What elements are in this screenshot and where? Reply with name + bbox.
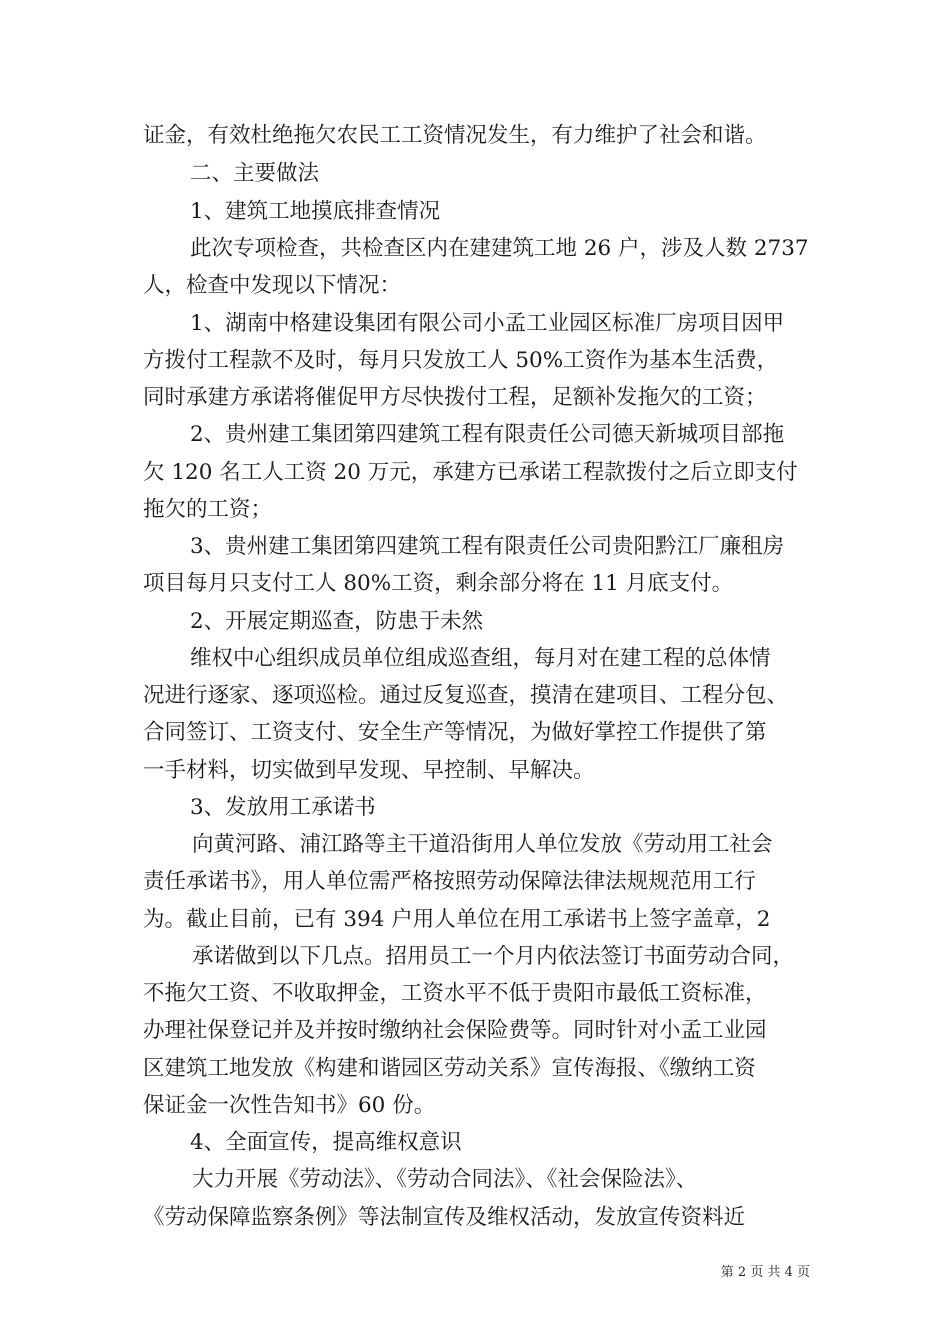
- paragraph-line: 方拨付工程款不及时，每月只发放工人 50%工资作为基本生活费，: [143, 348, 779, 373]
- page-number-footer: 第 2 页 共 4 页: [720, 1265, 810, 1280]
- subsection-heading: 4、全面宣传，提高维权意识: [190, 1130, 462, 1155]
- subsection-heading: 3、发放用工承诺书: [190, 795, 376, 820]
- paragraph-line: 责任承诺书》，用人单位需严格按照劳动保障法律法规规范用工行: [143, 869, 756, 894]
- paragraph-line: 承诺做到以下几点。招用员工一个月内依法签订书面劳动合同，: [192, 944, 795, 969]
- paragraph-line: 向黄河路、浦江路等主干道沿街用人单位发放《劳动用工社会: [192, 832, 773, 857]
- paragraph-line: 区建筑工地发放《构建和谐园区劳动关系》宣传海报、《缴纳工资: [143, 1056, 756, 1081]
- list-item-line: 2、贵州建工集团第四建筑工程有限责任公司德天新城项目部拖: [190, 422, 785, 447]
- paragraph-line: 不拖欠工资、不收取押金，工资水平不低于贵阳市最低工资标准，: [143, 981, 767, 1006]
- paragraph-line: 保证金一次性告知书》60 份。: [143, 1093, 436, 1118]
- list-item-line: 3、贵州建工集团第四建筑工程有限责任公司贵阳黔江厂廉租房: [190, 534, 785, 559]
- paragraph-line: 拖欠的工资；: [143, 497, 273, 522]
- paragraph-line: 此次专项检查，共检查区内在建建筑工地 26 户，涉及人数 2737: [190, 236, 809, 261]
- subsection-heading: 1、建筑工地摸底排查情况: [190, 199, 441, 224]
- paragraph-line: 项目每月只支付工人 80%工资，剩余部分将在 11 月底支付。: [143, 571, 734, 596]
- paragraph-line: 大力开展《劳动法》、《劳动合同法》、《社会保险法》、: [192, 1167, 698, 1192]
- list-item-line: 1、湖南中格建设集团有限公司小孟工业园区标准厂房项目因甲: [190, 311, 785, 336]
- paragraph-line: 合同签订、工资支付、安全生产等情况，为做好掌控工作提供了第: [143, 720, 767, 745]
- paragraph-line: 办理社保登记并及并按时缴纳社会保险费等。同时针对小孟工业园: [143, 1018, 767, 1043]
- paragraph-line: 同时承建方承诺将催促甲方尽快拨付工程，足额补发拖欠的工资；: [143, 385, 767, 410]
- paragraph-line: 为。截止目前，已有 394 户用人单位在用工承诺书上签字盖章，2: [143, 907, 771, 932]
- paragraph-line: 一手材料，切实做到早发现、早控制、早解决。: [143, 758, 595, 783]
- paragraph-line: 维权中心组织成员单位组成巡查组，每月对在建工程的总体情: [190, 646, 771, 671]
- paragraph-line: 《劳动保障监察条例》等法制宣传及维权活动，发放宣传资料近: [143, 1205, 746, 1230]
- subsection-heading: 2、开展定期巡查，防患于未然: [190, 609, 484, 634]
- paragraph-line: 证金，有效杜绝拖欠农民工工资情况发生，有力维护了社会和谐。: [143, 123, 767, 148]
- section-heading: 二、主要做法: [190, 161, 320, 186]
- paragraph-line: 欠 120 名工人工资 20 万元，承建方已承诺工程款拨付之后立即支付: [143, 460, 798, 485]
- paragraph-line: 人，检查中发现以下情况：: [143, 273, 402, 298]
- paragraph-line: 况进行逐家、逐项巡检。通过反复巡查，摸清在建项目、工程分包、: [143, 683, 789, 708]
